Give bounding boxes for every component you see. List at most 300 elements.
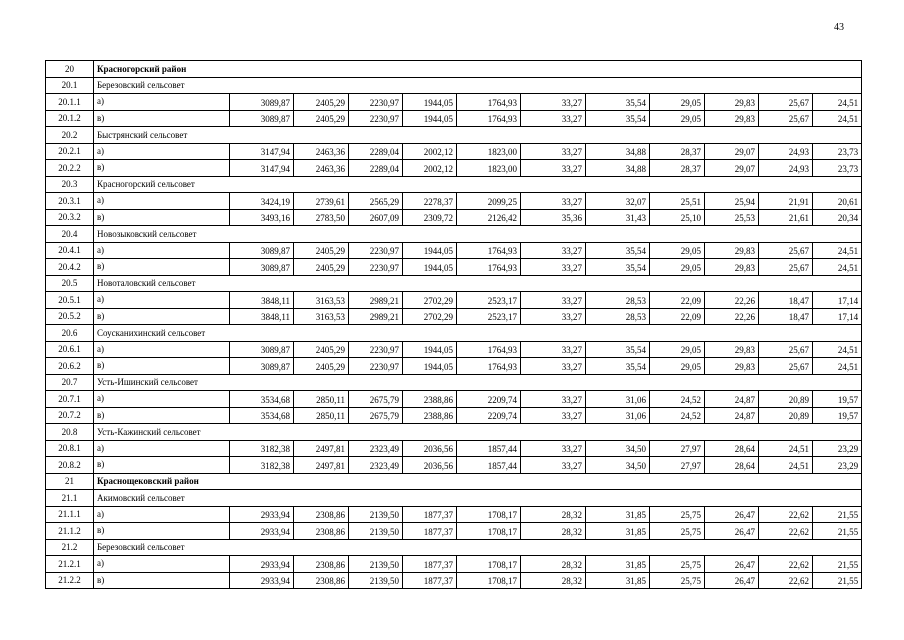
value-cell: 31,85 (586, 523, 650, 540)
value-cell: 2565,29 (349, 193, 403, 210)
value-cell: 1764,93 (457, 259, 521, 276)
row-code: 20.3.1 (46, 193, 94, 210)
value-cell: 1764,93 (457, 341, 521, 358)
value-cell: 29,83 (705, 341, 759, 358)
settlement-name: Усть-Ишинский сельсовет (94, 374, 862, 391)
row-code: 20.6 (46, 325, 94, 342)
value-cell: 32,07 (586, 193, 650, 210)
value-cell: 25,75 (650, 506, 705, 523)
settlement-name: Красногорский сельсовет (94, 176, 862, 193)
value-cell: 25,67 (759, 341, 813, 358)
value-cell: 20,89 (759, 407, 813, 424)
value-cell: 34,88 (586, 160, 650, 177)
value-cell: 2209,74 (457, 391, 521, 408)
value-cell: 3848,11 (230, 292, 294, 309)
row-code: 20.7.1 (46, 391, 94, 408)
value-cell: 22,62 (759, 506, 813, 523)
row-variant-label: в) (94, 209, 230, 226)
value-cell: 33,27 (521, 259, 586, 276)
table-row (46, 457, 862, 474)
value-cell: 25,75 (650, 523, 705, 540)
value-cell: 24,52 (650, 407, 705, 424)
value-cell: 2850,11 (294, 407, 349, 424)
value-cell: 24,51 (813, 110, 862, 127)
value-cell: 3089,87 (230, 358, 294, 375)
value-cell: 22,62 (759, 556, 813, 573)
row-code: 20.8 (46, 424, 94, 441)
value-cell: 1857,44 (457, 457, 521, 474)
value-cell: 29,07 (705, 160, 759, 177)
row-variant-label: а) (94, 391, 230, 408)
row-code: 20.2.2 (46, 160, 94, 177)
settlement-header-row (46, 424, 862, 441)
value-cell: 2230,97 (349, 110, 403, 127)
table-row (46, 391, 862, 408)
row-code: 20.5.2 (46, 308, 94, 325)
value-cell: 28,32 (521, 523, 586, 540)
value-cell: 21,55 (813, 556, 862, 573)
value-cell: 33,27 (521, 292, 586, 309)
value-cell: 2783,50 (294, 209, 349, 226)
value-cell: 18,47 (759, 308, 813, 325)
value-cell: 3534,68 (230, 407, 294, 424)
value-cell: 31,06 (586, 391, 650, 408)
table-row (46, 440, 862, 457)
settlement-header-row (46, 275, 862, 292)
value-cell: 24,51 (759, 440, 813, 457)
value-cell: 1944,05 (403, 94, 457, 111)
value-cell: 29,07 (705, 143, 759, 160)
value-cell: 33,27 (521, 391, 586, 408)
value-cell: 22,09 (650, 308, 705, 325)
value-cell: 25,75 (650, 572, 705, 589)
value-cell: 1823,00 (457, 160, 521, 177)
value-cell: 35,54 (586, 259, 650, 276)
value-cell: 3089,87 (230, 341, 294, 358)
value-cell: 24,51 (759, 457, 813, 474)
value-cell: 22,26 (705, 292, 759, 309)
value-cell: 33,27 (521, 94, 586, 111)
row-code: 20.6.2 (46, 358, 94, 375)
value-cell: 31,85 (586, 506, 650, 523)
value-cell: 23,29 (813, 457, 862, 474)
value-cell: 31,43 (586, 209, 650, 226)
value-cell: 1708,17 (457, 572, 521, 589)
row-code: 21.1 (46, 490, 94, 507)
value-cell: 1944,05 (403, 110, 457, 127)
settlement-name: Новоталовский сельсовет (94, 275, 862, 292)
value-cell: 25,67 (759, 94, 813, 111)
value-cell: 19,57 (813, 391, 862, 408)
value-cell: 2405,29 (294, 242, 349, 259)
value-cell: 20,89 (759, 391, 813, 408)
district-name: Краснощековский район (94, 473, 862, 490)
value-cell: 20,61 (813, 193, 862, 210)
value-cell: 23,73 (813, 143, 862, 160)
value-cell: 2933,94 (230, 556, 294, 573)
value-cell: 21,55 (813, 523, 862, 540)
table-row (46, 308, 862, 325)
value-cell: 2405,29 (294, 358, 349, 375)
value-cell: 26,47 (705, 556, 759, 573)
value-cell: 2388,86 (403, 391, 457, 408)
value-cell: 28,37 (650, 143, 705, 160)
row-code: 20.4.2 (46, 259, 94, 276)
settlement-header-row (46, 490, 862, 507)
row-variant-label: а) (94, 292, 230, 309)
row-variant-label: а) (94, 143, 230, 160)
value-cell: 29,05 (650, 358, 705, 375)
value-cell: 24,87 (705, 407, 759, 424)
value-cell: 1944,05 (403, 242, 457, 259)
value-cell: 3089,87 (230, 242, 294, 259)
value-cell: 1764,93 (457, 94, 521, 111)
row-variant-label: в) (94, 457, 230, 474)
value-cell: 3182,38 (230, 457, 294, 474)
value-cell: 1877,37 (403, 523, 457, 540)
value-cell: 2739,61 (294, 193, 349, 210)
value-cell: 18,47 (759, 292, 813, 309)
value-cell: 28,64 (705, 440, 759, 457)
row-code: 20 (46, 61, 94, 78)
row-variant-label: а) (94, 242, 230, 259)
value-cell: 2523,17 (457, 308, 521, 325)
tariff-table (45, 60, 862, 589)
row-code: 20.1.1 (46, 94, 94, 111)
value-cell: 25,67 (759, 242, 813, 259)
value-cell: 2002,12 (403, 143, 457, 160)
value-cell: 1857,44 (457, 440, 521, 457)
table-body (46, 61, 862, 589)
value-cell: 2388,86 (403, 407, 457, 424)
value-cell: 1764,93 (457, 242, 521, 259)
value-cell: 3089,87 (230, 110, 294, 127)
value-cell: 28,32 (521, 572, 586, 589)
value-cell: 33,27 (521, 193, 586, 210)
value-cell: 29,83 (705, 110, 759, 127)
value-cell: 2675,79 (349, 407, 403, 424)
district-header-row (46, 473, 862, 490)
settlement-name: Усть-Кажинский сельсовет (94, 424, 862, 441)
value-cell: 2036,56 (403, 440, 457, 457)
table-row (46, 523, 862, 540)
value-cell: 33,27 (521, 457, 586, 474)
value-cell: 3163,53 (294, 308, 349, 325)
row-code: 20.2 (46, 127, 94, 144)
value-cell: 25,51 (650, 193, 705, 210)
row-code: 20.5 (46, 275, 94, 292)
row-code: 20.7 (46, 374, 94, 391)
value-cell: 3534,68 (230, 391, 294, 408)
value-cell: 2323,49 (349, 440, 403, 457)
value-cell: 2099,25 (457, 193, 521, 210)
value-cell: 1823,00 (457, 143, 521, 160)
value-cell: 21,61 (759, 209, 813, 226)
value-cell: 2209,74 (457, 407, 521, 424)
value-cell: 21,91 (759, 193, 813, 210)
value-cell: 2497,81 (294, 457, 349, 474)
value-cell: 2405,29 (294, 259, 349, 276)
table-row (46, 341, 862, 358)
settlement-header-row (46, 539, 862, 556)
row-variant-label: а) (94, 193, 230, 210)
value-cell: 3182,38 (230, 440, 294, 457)
settlement-name: Березовский сельсовет (94, 539, 862, 556)
value-cell: 25,67 (759, 259, 813, 276)
value-cell: 24,51 (813, 94, 862, 111)
row-variant-label: а) (94, 94, 230, 111)
value-cell: 26,47 (705, 523, 759, 540)
table-row (46, 209, 862, 226)
value-cell: 2405,29 (294, 94, 349, 111)
value-cell: 2139,50 (349, 556, 403, 573)
value-cell: 3089,87 (230, 259, 294, 276)
value-cell: 2933,94 (230, 506, 294, 523)
value-cell: 2230,97 (349, 259, 403, 276)
value-cell: 34,50 (586, 440, 650, 457)
value-cell: 2230,97 (349, 341, 403, 358)
value-cell: 24,51 (813, 341, 862, 358)
district-header-row (46, 61, 862, 78)
value-cell: 2308,86 (294, 523, 349, 540)
settlement-name: Акимовский сельсовет (94, 490, 862, 507)
value-cell: 25,67 (759, 358, 813, 375)
value-cell: 29,05 (650, 242, 705, 259)
value-cell: 2230,97 (349, 94, 403, 111)
row-variant-label: в) (94, 160, 230, 177)
row-variant-label: в) (94, 259, 230, 276)
table-row (46, 242, 862, 259)
value-cell: 3089,87 (230, 94, 294, 111)
value-cell: 31,06 (586, 407, 650, 424)
table-row (46, 407, 862, 424)
value-cell: 29,05 (650, 341, 705, 358)
value-cell: 29,05 (650, 259, 705, 276)
row-code: 20.7.2 (46, 407, 94, 424)
value-cell: 2139,50 (349, 523, 403, 540)
value-cell: 2850,11 (294, 391, 349, 408)
value-cell: 23,29 (813, 440, 862, 457)
value-cell: 2002,12 (403, 160, 457, 177)
page-number: 43 (834, 22, 844, 33)
value-cell: 28,53 (586, 292, 650, 309)
value-cell: 25,53 (705, 209, 759, 226)
value-cell: 28,53 (586, 308, 650, 325)
row-code: 20.8.2 (46, 457, 94, 474)
value-cell: 2405,29 (294, 110, 349, 127)
value-cell: 35,54 (586, 358, 650, 375)
settlement-name: Быстрянский сельсовет (94, 127, 862, 144)
value-cell: 26,47 (705, 506, 759, 523)
value-cell: 2675,79 (349, 391, 403, 408)
value-cell: 2989,21 (349, 292, 403, 309)
settlement-header-row (46, 77, 862, 94)
value-cell: 2139,50 (349, 506, 403, 523)
value-cell: 1944,05 (403, 259, 457, 276)
value-cell: 27,97 (650, 457, 705, 474)
value-cell: 33,27 (521, 341, 586, 358)
table-row (46, 556, 862, 573)
value-cell: 33,27 (521, 358, 586, 375)
value-cell: 34,88 (586, 143, 650, 160)
row-code: 20.1 (46, 77, 94, 94)
value-cell: 2289,04 (349, 143, 403, 160)
value-cell: 1877,37 (403, 506, 457, 523)
value-cell: 28,64 (705, 457, 759, 474)
row-code: 20.4.1 (46, 242, 94, 259)
row-code: 21.1.2 (46, 523, 94, 540)
row-variant-label: а) (94, 556, 230, 573)
row-variant-label: в) (94, 407, 230, 424)
value-cell: 24,93 (759, 160, 813, 177)
value-cell: 3848,11 (230, 308, 294, 325)
value-cell: 23,73 (813, 160, 862, 177)
row-code: 20.6.1 (46, 341, 94, 358)
value-cell: 1708,17 (457, 506, 521, 523)
value-cell: 33,27 (521, 440, 586, 457)
value-cell: 2308,86 (294, 506, 349, 523)
row-code: 21.2.1 (46, 556, 94, 573)
value-cell: 2933,94 (230, 572, 294, 589)
value-cell: 2126,42 (457, 209, 521, 226)
value-cell: 24,87 (705, 391, 759, 408)
value-cell: 20,34 (813, 209, 862, 226)
table-row (46, 160, 862, 177)
row-variant-label: в) (94, 572, 230, 589)
value-cell: 22,62 (759, 572, 813, 589)
settlement-header-row (46, 226, 862, 243)
value-cell: 2463,36 (294, 160, 349, 177)
value-cell: 2463,36 (294, 143, 349, 160)
settlement-header-row (46, 325, 862, 342)
value-cell: 21,55 (813, 506, 862, 523)
value-cell: 22,26 (705, 308, 759, 325)
row-code: 20.3 (46, 176, 94, 193)
row-code: 21.2.2 (46, 572, 94, 589)
value-cell: 2308,86 (294, 572, 349, 589)
value-cell: 24,51 (813, 242, 862, 259)
value-cell: 2702,29 (403, 308, 457, 325)
value-cell: 35,54 (586, 341, 650, 358)
value-cell: 2278,37 (403, 193, 457, 210)
value-cell: 29,83 (705, 358, 759, 375)
value-cell: 1877,37 (403, 572, 457, 589)
value-cell: 29,83 (705, 259, 759, 276)
value-cell: 2323,49 (349, 457, 403, 474)
value-cell: 24,93 (759, 143, 813, 160)
row-variant-label: а) (94, 440, 230, 457)
value-cell: 35,54 (586, 242, 650, 259)
row-code: 20.3.2 (46, 209, 94, 226)
table-row (46, 292, 862, 309)
value-cell: 2702,29 (403, 292, 457, 309)
value-cell: 3493,16 (230, 209, 294, 226)
value-cell: 2933,94 (230, 523, 294, 540)
row-code: 20.5.1 (46, 292, 94, 309)
table-row (46, 94, 862, 111)
value-cell: 24,51 (813, 358, 862, 375)
value-cell: 2230,97 (349, 242, 403, 259)
row-variant-label: в) (94, 523, 230, 540)
value-cell: 29,05 (650, 110, 705, 127)
value-cell: 28,32 (521, 506, 586, 523)
value-cell: 29,83 (705, 242, 759, 259)
value-cell: 22,09 (650, 292, 705, 309)
row-variant-label: а) (94, 506, 230, 523)
value-cell: 1944,05 (403, 341, 457, 358)
table-row (46, 110, 862, 127)
value-cell: 2036,56 (403, 457, 457, 474)
row-variant-label: в) (94, 110, 230, 127)
value-cell: 25,75 (650, 556, 705, 573)
row-code: 21 (46, 473, 94, 490)
value-cell: 17,14 (813, 308, 862, 325)
value-cell: 3424,19 (230, 193, 294, 210)
value-cell: 2405,29 (294, 341, 349, 358)
value-cell: 2497,81 (294, 440, 349, 457)
value-cell: 33,27 (521, 308, 586, 325)
value-cell: 19,57 (813, 407, 862, 424)
settlement-header-row (46, 127, 862, 144)
value-cell: 3163,53 (294, 292, 349, 309)
row-variant-label: в) (94, 358, 230, 375)
value-cell: 2139,50 (349, 572, 403, 589)
value-cell: 3147,94 (230, 160, 294, 177)
value-cell: 25,10 (650, 209, 705, 226)
value-cell: 2607,09 (349, 209, 403, 226)
value-cell: 24,52 (650, 391, 705, 408)
value-cell: 33,27 (521, 407, 586, 424)
value-cell: 33,27 (521, 143, 586, 160)
value-cell: 2308,86 (294, 556, 349, 573)
value-cell: 21,55 (813, 572, 862, 589)
table-row (46, 506, 862, 523)
value-cell: 35,54 (586, 110, 650, 127)
value-cell: 1764,93 (457, 358, 521, 375)
row-code: 20.1.2 (46, 110, 94, 127)
settlement-name: Березовский сельсовет (94, 77, 862, 94)
district-name: Красногорский район (94, 61, 862, 78)
value-cell: 1708,17 (457, 523, 521, 540)
table-row (46, 193, 862, 210)
row-code: 21.1.1 (46, 506, 94, 523)
value-cell: 29,05 (650, 94, 705, 111)
value-cell: 24,51 (813, 259, 862, 276)
row-variant-label: в) (94, 308, 230, 325)
value-cell: 1764,93 (457, 110, 521, 127)
value-cell: 33,27 (521, 242, 586, 259)
settlement-header-row (46, 374, 862, 391)
value-cell: 2230,97 (349, 358, 403, 375)
value-cell: 33,27 (521, 160, 586, 177)
value-cell: 34,50 (586, 457, 650, 474)
value-cell: 2309,72 (403, 209, 457, 226)
row-code: 20.4 (46, 226, 94, 243)
table-row (46, 259, 862, 276)
value-cell: 1708,17 (457, 556, 521, 573)
value-cell: 31,85 (586, 572, 650, 589)
value-cell: 2989,21 (349, 308, 403, 325)
value-cell: 28,32 (521, 556, 586, 573)
value-cell: 35,36 (521, 209, 586, 226)
row-code: 20.2.1 (46, 143, 94, 160)
table-row (46, 358, 862, 375)
value-cell: 25,67 (759, 110, 813, 127)
settlement-name: Соусканихинский сельсовет (94, 325, 862, 342)
value-cell: 3147,94 (230, 143, 294, 160)
value-cell: 26,47 (705, 572, 759, 589)
value-cell: 35,54 (586, 94, 650, 111)
